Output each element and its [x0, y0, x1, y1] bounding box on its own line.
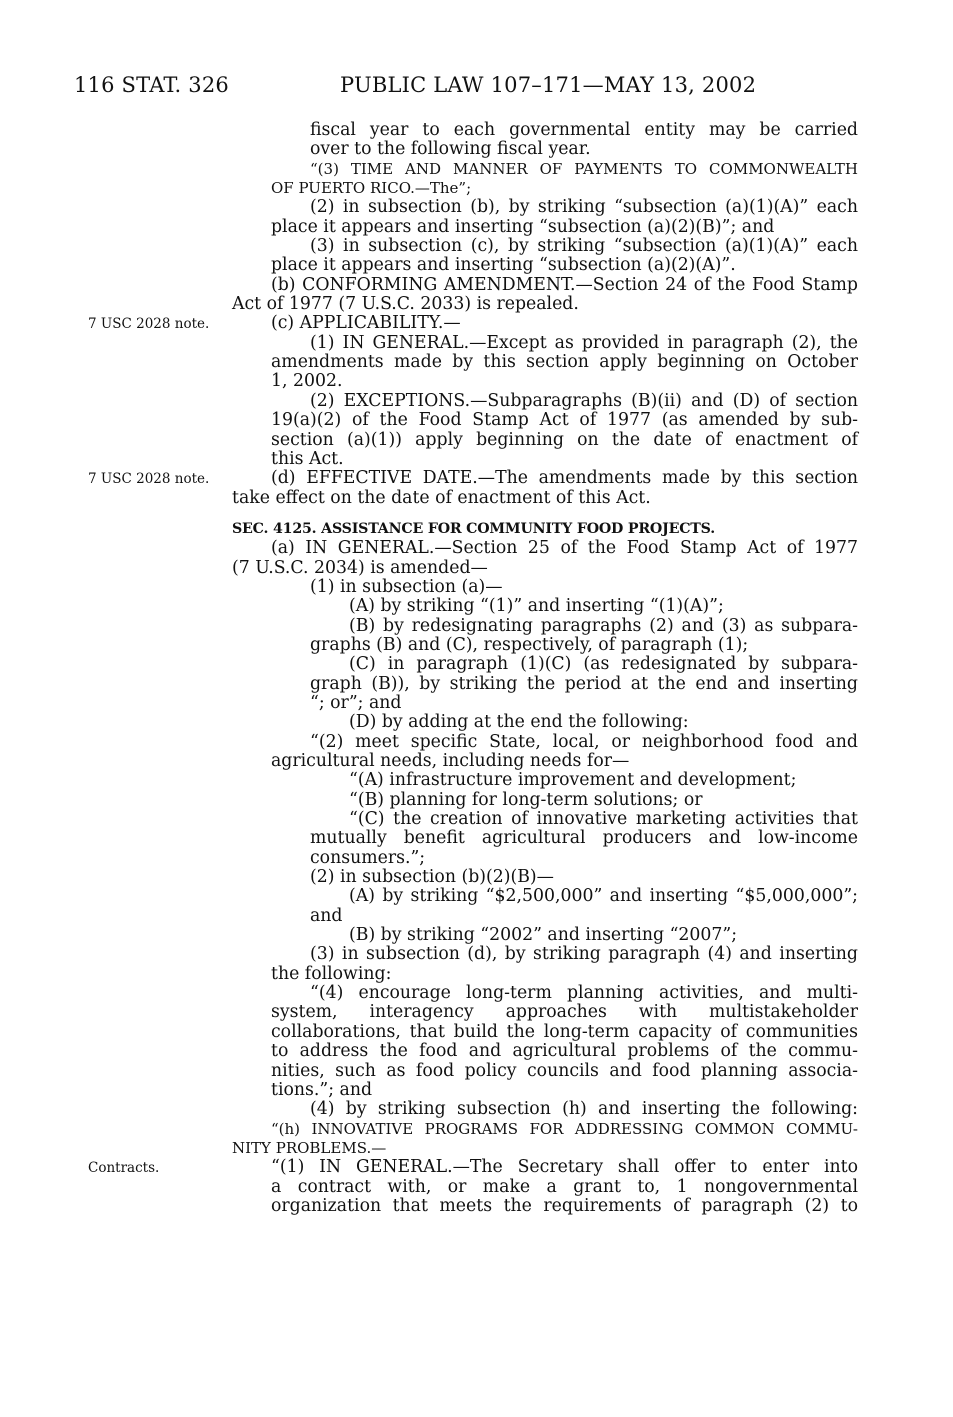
text-line: nities, such as food policy councils and food planning associa- — [271, 1060, 858, 1081]
text-line: section (a)(1)) apply beginning on the date of enactment of — [271, 429, 858, 450]
text-line: “(3) TIME AND MANNER OF PAYMENTS TO COMMONWEALTH — [310, 159, 858, 178]
text-line: “(B) planning for long-term solutions; or — [349, 789, 703, 810]
text-line: 19(a)(2) of the Food Stamp Act of 1977 (as amended by sub- — [271, 410, 858, 431]
margin-note: 7 USC 2028 note. — [88, 471, 210, 488]
text-line: (B) by striking “2002” and inserting “2007”; — [349, 925, 738, 946]
text-line: 1, 2002. — [271, 371, 343, 392]
text-line: (2) in subsection (b), by striking “subsection (a)(1)(A)” each — [310, 197, 858, 218]
text-line: to address the food and agricultural problems of the commu- — [271, 1041, 858, 1062]
text-line: consumers.”; — [310, 847, 426, 868]
margin-note: 7 USC 2028 note. — [88, 316, 210, 333]
text-line: 7 USC 2028 note. (d) EFFECTIVE DATE.—The amendments made by this section — [88, 468, 858, 489]
page-title: PUBLIC LAW 107–171—MAY 13, 2002 — [340, 73, 757, 97]
text-line: organization that meets the requirements of paragraph (2) to — [271, 1195, 858, 1216]
running-header — [0, 73, 953, 101]
section-heading: SEC. 4125. ASSISTANCE FOR COMMUNITY FOOD PROJECTS. — [232, 520, 715, 537]
text-line: (A) by striking “$2,500,000” and inserting “$5,000,000”; — [349, 886, 858, 907]
text-line: fiscal year to each governmental entity may be carried — [310, 120, 858, 140]
text-line: and — [310, 905, 343, 926]
text-line: (2) in subsection (b)(2)(B)— — [310, 867, 554, 888]
text-line: Act of 1977 (7 U.S.C. 2033) is repealed. — [232, 294, 579, 315]
text-line: (7 U.S.C. 2034) is amended— — [232, 557, 488, 578]
text-line: place it appears and inserting “subsection (a)(2)(B)”; and — [271, 216, 775, 237]
text-line: a contract with, or make a grant to, 1 nongovernmental — [271, 1176, 858, 1197]
text-line: “(C) the creation of innovative marketing activities that — [349, 809, 858, 830]
text-line: (B) by redesignating paragraphs (2) and (3) as subpara- — [349, 615, 858, 636]
text-line: over to the following fiscal year. — [310, 139, 591, 160]
text-line: the following: — [271, 963, 392, 984]
margin-note: Contracts. — [88, 1160, 160, 1177]
text-line: take effect on the date of enactment of this Act. — [232, 487, 651, 508]
text-line: “(2) meet specific State, local, or neighborhood food and — [310, 731, 858, 752]
text-line: graph (B)), by striking the period at the end and inserting — [310, 673, 858, 694]
text-line: Contracts. “(1) IN GENERAL.—The Secretary shall offer to enter into — [88, 1157, 858, 1178]
text-line: OF PUERTO RICO.—The”; — [271, 179, 472, 198]
text-line: (1) IN GENERAL.—Except as provided in paragraph (2), the — [310, 332, 858, 353]
text-line: collaborations, that build the long-term capacity of communities — [271, 1021, 858, 1042]
text-line: (4) by striking subsection (h) and inserting the following: — [310, 1099, 858, 1120]
text-line: (D) by adding at the end the following: — [349, 712, 689, 733]
text-line: “(h) INNOVATIVE PROGRAMS FOR ADDRESSING COMMON COMMU- — [271, 1119, 858, 1138]
text-line: (A) by striking “(1)” and inserting “(1)(A)”; — [349, 596, 724, 617]
text-line: agricultural needs, including needs for— — [271, 751, 630, 771]
text-line: 7 USC 2028 note. (c) APPLICABILITY.— — [88, 313, 461, 334]
page-reference: 116 STAT. 326 — [74, 73, 229, 97]
text-line: “; or”; and — [310, 692, 402, 713]
text-line: (1) in subsection (a)— — [310, 576, 503, 597]
text-line: “(4) encourage long-term planning activities, and multi- — [310, 983, 858, 1004]
text-line: (a) IN GENERAL.—Section 25 of the Food Stamp Act of 1977 — [271, 538, 858, 559]
text-line: (b) CONFORMING AMENDMENT.—Section 24 of the Food Stamp — [271, 274, 858, 295]
text-line: NITY PROBLEMS.— — [232, 1138, 387, 1157]
text-line: (2) EXCEPTIONS.—Subparagraphs (B)(ii) and (D) of section — [310, 390, 858, 411]
text-line: place it appears and inserting “subsection (a)(2)(A)”. — [271, 255, 736, 276]
text-line: graphs (B) and (C), respectively, of paragraph (1); — [310, 634, 749, 655]
text-line: (C) in paragraph (1)(C) (as redesignated by subpara- — [349, 654, 858, 675]
text-line: this Act. — [271, 448, 344, 469]
text-line: “(A) infrastructure improvement and development; — [349, 770, 797, 791]
text-line: mutually benefit agricultural producers and low-income — [310, 828, 858, 849]
text-line: tions.”; and — [271, 1079, 373, 1100]
text-line: (3) in subsection (c), by striking “subsection (a)(1)(A)” each — [310, 236, 858, 257]
text-line: system, interagency approaches with multistakeholder — [271, 1002, 858, 1023]
document-body — [0, 121, 953, 1216]
text-line: amendments made by this section apply beginning on October — [271, 352, 858, 373]
text-line: (3) in subsection (d), by striking paragraph (4) and inserting — [310, 944, 858, 965]
